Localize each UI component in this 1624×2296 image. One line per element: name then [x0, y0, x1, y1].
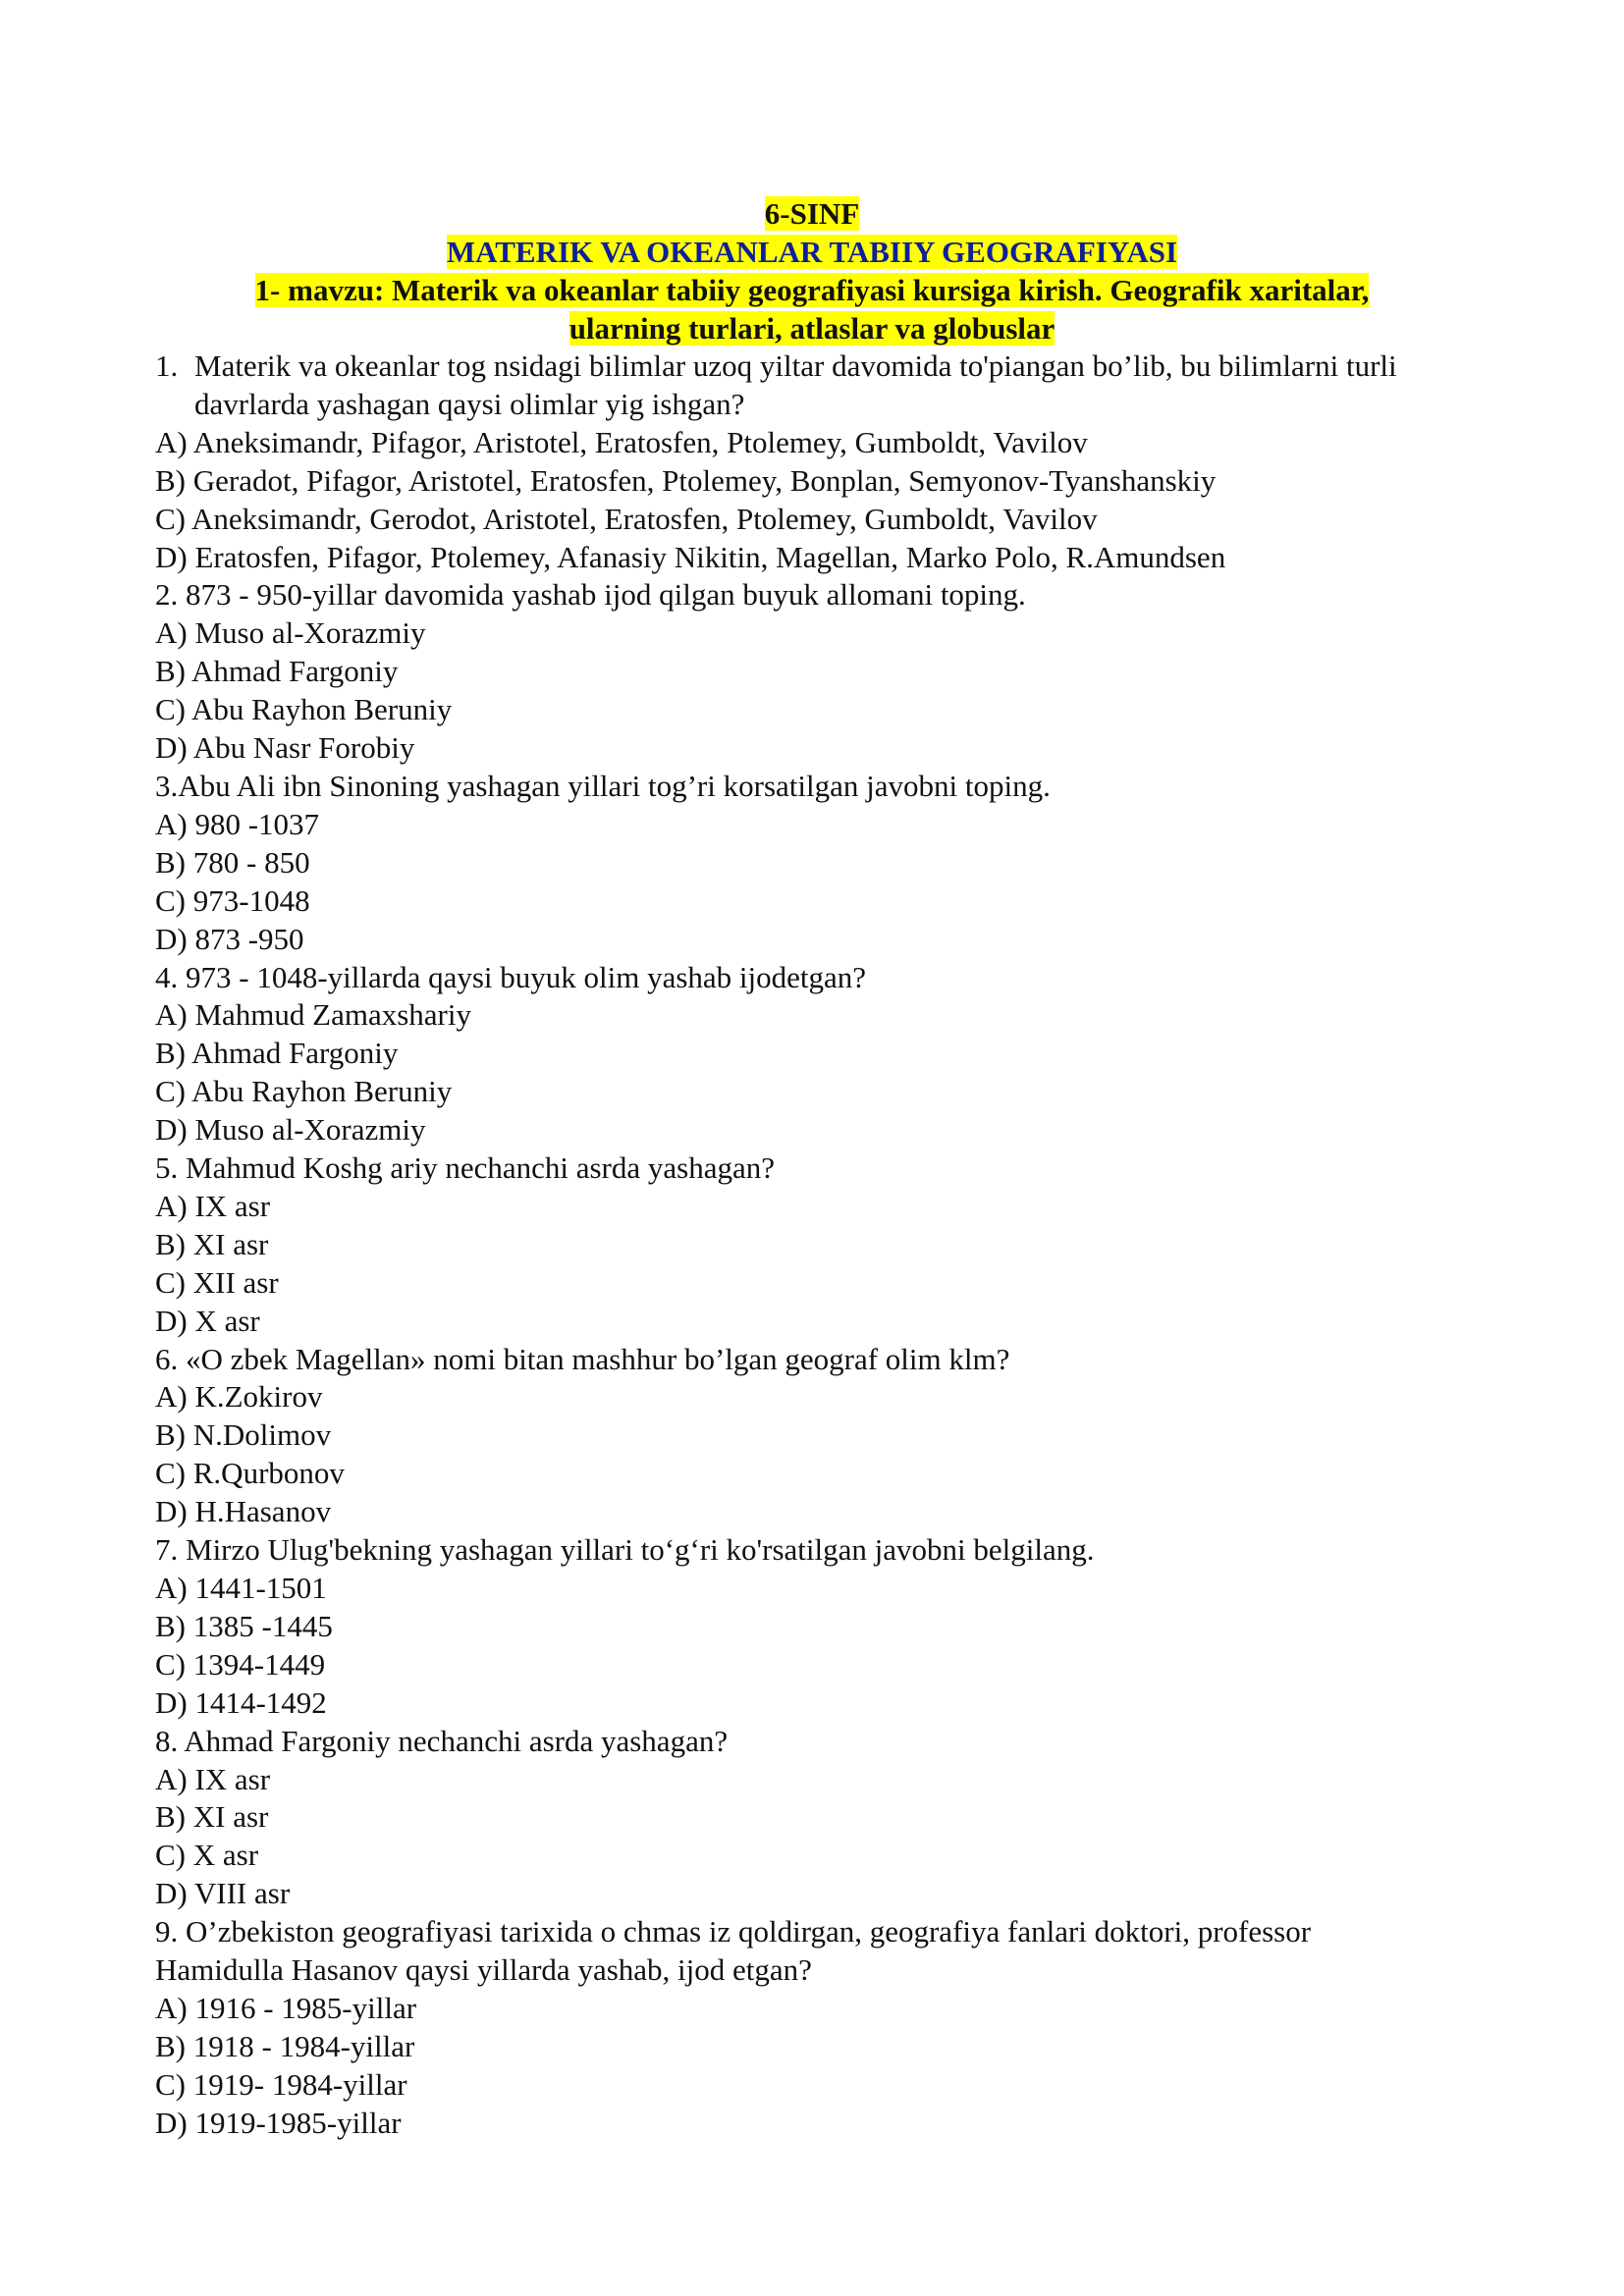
option-3c: C) 973-1048: [155, 882, 310, 918]
option-1d: D) Eratosfen, Pifagor, Ptolemey, Afanasiy Nikitin, Magellan, Marko Polo, R.Amundsen: [155, 539, 1226, 574]
option-9c: C) 1919- 1984-yillar: [155, 2066, 407, 2102]
subject-title: MATERIK VA OKEANLAR TABIIY GEOGRAFIYASI: [446, 235, 1178, 269]
option-7b: B) 1385 -1445: [155, 1608, 333, 1643]
option-9a: A) 1916 - 1985-yillar: [155, 1990, 417, 2025]
question-number: 1.: [155, 348, 179, 383]
option-1b: B) Geradot, Pifagor, Aristotel, Eratosfen, Ptolemey, Bonplan, Semyonov-Tyanshanskiy: [155, 462, 1217, 498]
option-1a: A) Aneksimandr, Pifagor, Aristotel, Eratosfen, Ptolemey, Gumboldt, Vavilov: [155, 424, 1088, 459]
question-8-text: 8. Ahmad Fargoniy nechanchi asrda yashagan?: [155, 1723, 729, 1758]
option-6d: D) H.Hasanov: [155, 1494, 332, 1529]
option-2d: D) Abu Nasr Forobiy: [155, 730, 415, 766]
option-5b: B) XI asr: [155, 1226, 269, 1261]
questions-list: [155, 347, 1471, 2143]
question-2-text: 2. 873 - 950-yillar davomida yashab ijod qilgan buyuk allomani toping.: [155, 577, 1026, 613]
question-5-text: 5. Mahmud Koshg ariy nechanchi asrda yashagan?: [155, 1150, 775, 1186]
option-4d: D) Muso al-Xorazmiy: [155, 1112, 426, 1148]
option-9d: D) 1919-1985-yillar: [155, 2105, 402, 2140]
question-6-text: 6. «O zbek Magellan» nomi bitan mashhur bo’lgan geograf olim klm?: [155, 1341, 1010, 1376]
question-1: [155, 347, 1471, 424]
option-7c: C) 1394-1449: [155, 1646, 326, 1682]
option-4c: C) Abu Rayhon Beruniy: [155, 1074, 453, 1109]
option-7d: D) 1414-1492: [155, 1684, 327, 1720]
option-8b: B) XI asr: [155, 1799, 269, 1835]
option-3a: A) 980 -1037: [155, 806, 320, 841]
option-5a: A) IX asr: [155, 1188, 271, 1223]
question-4-text: 4. 973 - 1048-yillarda qaysi buyuk olim yashab ijodetgan?: [155, 959, 867, 994]
option-2b: B) Ahmad Fargoniy: [155, 654, 399, 689]
option-8d: D) VIII asr: [155, 1876, 291, 1911]
option-7a: A) 1441-1501: [155, 1571, 327, 1605]
topic-title-line-1: 1- mavzu: Materik va okeanlar tabiiy geografiyasi kursiga kirish. Geografik xaritalar,: [254, 273, 1370, 307]
option-6a: A) K.Zokirov: [155, 1379, 323, 1415]
option-3d: D) 873 -950: [155, 921, 304, 956]
question-3-text: 3.Abu Ali ibn Sinoning yashagan yillari tog’ri korsatilgan javobni toping.: [155, 768, 1051, 803]
option-8a: A) IX asr: [155, 1761, 271, 1796]
option-6b: B) N.Dolimov: [155, 1417, 332, 1453]
option-5c: C) XII asr: [155, 1264, 279, 1300]
question-text: Materik va okeanlar tog nsidagi bilimlar uzoq yiltar davomida to'piangan bo’lib, bu bilimlarni turli davrlarda yashagan qaysi olimlar yig ishgan?: [194, 348, 1397, 421]
option-9b: B) 1918 - 1984-yillar: [155, 2028, 415, 2063]
question-9-text-line-2: Hamidulla Hasanov qaysi yillarda yashab, ijod etgan?: [155, 1952, 812, 1988]
option-1c: C) Aneksimandr, Gerodot, Aristotel, Eratosfen, Ptolemey, Gumboldt, Vavilov: [155, 501, 1098, 536]
question-7-text: 7. Mirzo Ulug'bekning yashagan yillari to‘g‘ri ko'rsatilgan javobni belgilang.: [155, 1532, 1095, 1568]
grade-title: 6-SINF: [764, 196, 860, 231]
topic-title-line-2: ularning turlari, atlaslar va globuslar: [568, 311, 1056, 346]
option-2a: A) Muso al-Xorazmiy: [155, 615, 426, 651]
option-2c: C) Abu Rayhon Beruniy: [155, 692, 453, 727]
question-9-text-line-1: 9. O’zbekiston geografiyasi tarixida o chmas iz qoldirgan, geografiya fanlari doktori, professor: [155, 1914, 1312, 1949]
option-4b: B) Ahmad Fargoniy: [155, 1036, 399, 1071]
option-4a: A) Mahmud Zamaxshariy: [155, 997, 471, 1033]
option-8c: C) X asr: [155, 1838, 259, 1873]
option-6c: C) R.Qurbonov: [155, 1456, 345, 1491]
option-3b: B) 780 - 850: [155, 844, 310, 880]
option-5d: D) X asr: [155, 1303, 260, 1338]
document-header: [0, 194, 1624, 347]
